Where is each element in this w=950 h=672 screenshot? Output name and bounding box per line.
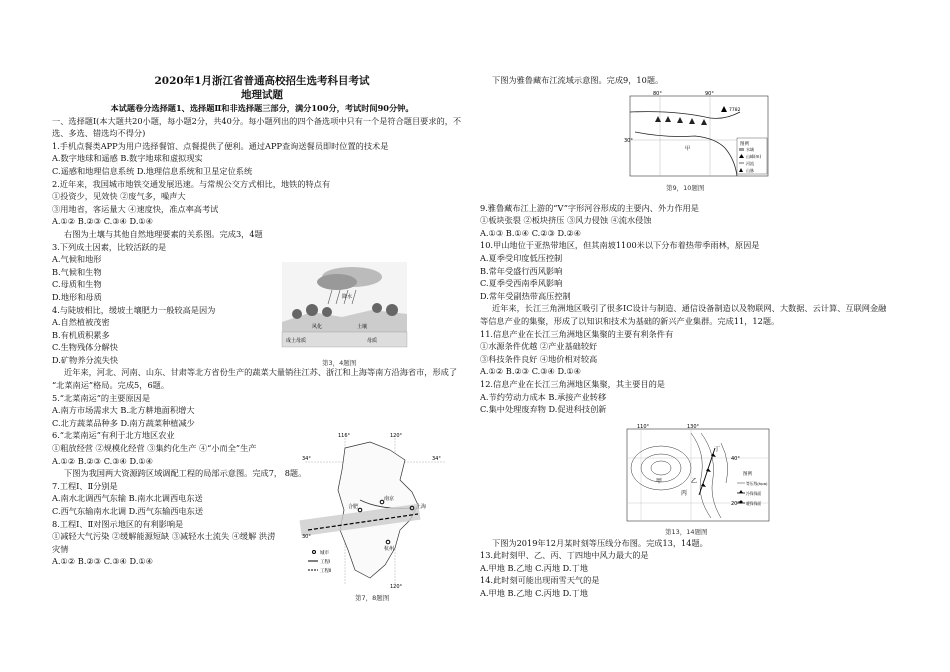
text-line: C.夏季受西南季风影响	[480, 278, 563, 289]
text-line: 3.下列成土因素，比较活跃的是	[52, 241, 167, 252]
soil-label-parent-material: 成土母质	[286, 338, 307, 344]
pressure-label-40: 40°	[731, 456, 740, 462]
text-line: ①水源条件优越 ②产业基础较好	[480, 341, 598, 352]
text-line: C.北方蔬菜品种多 D.南方蔬菜种植减少	[52, 417, 195, 428]
pressure-label-130: 130°	[687, 424, 700, 430]
china-label-30: 30°	[302, 534, 311, 540]
pressure-label-ding: 丁	[714, 446, 721, 453]
soil-label-soil: 土壤	[357, 324, 368, 330]
china-label-116: 116°	[338, 433, 351, 439]
pressure-legend-title: 图例	[743, 472, 752, 477]
text-line: A.①③ B.①④ C.②③ D.②④	[480, 227, 582, 238]
tibet-caption: 第9，10题图	[666, 184, 705, 192]
pressure-label-bing: 丙	[681, 490, 688, 497]
text-line: ①投资少，见效快 ②废气多，噪声大	[52, 191, 186, 202]
text-line: C.母质和生物	[52, 279, 102, 290]
text-line: A.南方市场需求大 B.北方耕地面积增大	[52, 405, 195, 416]
text-line: 10.甲山地位于亚热带地区，但其南坡1100米以下分布着热带季雨林，原因是	[480, 240, 760, 251]
china-legend-project1: 工程Ⅰ	[320, 560, 331, 565]
china-label-120: 120°	[390, 433, 403, 439]
soil-figure	[282, 262, 407, 357]
text-line: 8.工程Ⅰ、Ⅱ对图示地区的有利影响是	[52, 518, 184, 529]
text-line: A.气候和地形	[52, 254, 102, 265]
pressure-label-jia: 甲	[656, 478, 663, 485]
right-question-list-b	[480, 537, 900, 600]
china-legend	[308, 549, 331, 574]
text-line: 一、选择题Ⅰ(本大题共20小题，每小题2分，共40分。每小题列出的四个备选项中只有一个是符合题目要求的，不	[52, 115, 462, 126]
tibet-label-peak: 7782	[729, 108, 741, 113]
soil-label-weathering: 风化	[312, 324, 323, 330]
china-label-120b: 120°	[390, 584, 403, 590]
tibet-legend-river: 河流	[746, 161, 754, 166]
tibet-map-figure	[625, 90, 773, 182]
pressure-legend-cold: 冷锋锋面	[746, 491, 762, 496]
tibet-label-80: 80°	[653, 91, 662, 97]
text-line: ③科技条件良好 ④地价相对较高	[480, 353, 598, 364]
text-line: B.常年受盛行西风影响	[480, 265, 563, 276]
text-line: D.常年受副热带高压控制	[480, 290, 571, 301]
text-line: C.生物残体分解快	[52, 342, 118, 353]
soil-label-rain: 降水	[342, 294, 353, 300]
text-line: A.自然植被茂密	[52, 317, 110, 328]
china-caption: 第7，8题图	[355, 594, 390, 602]
tibet-label-30: 30°	[624, 138, 633, 144]
text-line: “北菜南运”格局。完成5，6题。	[52, 380, 170, 391]
pressure-label-110: 110°	[637, 424, 650, 430]
china-label-nanjing: 南京	[384, 496, 395, 502]
text-line: 近年来，长江三角洲地区吸引了很多IC设计与制造、通信设备制造以及物联网、大数据、云计算、互联网金融	[492, 303, 887, 314]
text-line: 等信息产业的集聚，形成了以知识和技术为基础的新兴产业集群。完成11，12题。	[480, 315, 780, 326]
text-line: 11.信息产业在长江三角洲地区集聚的主要有利条件有	[480, 328, 674, 339]
soil-caption: 第3，4题图	[322, 359, 357, 367]
text-line: 选、多选、错选均不得分)	[52, 128, 146, 139]
text-line: ①减轻大气污染 ②缓解能源短缺 ③减轻水土流失 ④缓解 洪涝	[52, 531, 276, 542]
text-line: 下图为我国两大资源跨区域调配工程的局部示意图。完成7， 8题。	[64, 468, 307, 479]
text-line: 1.手机点餐类APP为用户选择餐馆、点餐提供了便利。通过APP查询送餐员即时位置的技术是	[52, 140, 389, 151]
text-line: ①板块张裂 ②板块挤压 ③风力侵蚀 ④流水侵蚀	[480, 215, 652, 226]
text-line: 4.与陡坡相比，缓坡土壤肥力一般较高是因为	[52, 304, 216, 315]
pressure-legend-warm: 暖锋锋面	[746, 501, 762, 506]
tibet-legend	[737, 138, 767, 174]
text-line: C.遥感和地理信息系统 D.地理信息系统和卫星定位系统	[52, 165, 253, 176]
text-line: C.西气东输南水北调 D.西气东输西电东送	[52, 506, 204, 516]
text-line: A.①② B.②③ C.③④ D.①④	[480, 366, 582, 377]
china-label-hangzhou: 杭州	[384, 546, 395, 552]
text-line: A.夏季受印度低压控制	[480, 252, 563, 263]
pressure-label-20: 20°	[731, 501, 740, 507]
china-legend-project2: 工程Ⅱ	[320, 569, 332, 574]
tibet-legend-title: 图例	[740, 142, 749, 147]
tibet-legend-peak: 山峰(m)	[746, 154, 762, 159]
text-line: ③用地省，客运量大 ④速度快，准点率高考试	[52, 203, 219, 214]
text-line: 近年来，河北、河南、山东、甘肃等北方省份生产的蔬菜大量销往江苏、浙江和上海等南方沿海省市，形成了	[64, 367, 458, 378]
text-line: 9.雅鲁藏布江上游的“V”字形河谷形成的主要内、外力作用是	[480, 202, 699, 213]
text-line: A.南水北调西气东输 B.南水北调西电东送	[52, 493, 203, 504]
text-line: D.地形和母质	[52, 291, 102, 302]
text-line: 2.近年来，我国城市地铁交通发展迅速。与常规公交方式相比，地铁的特点有	[52, 178, 331, 189]
text-line: A.节约劳动力成本 B.承接产业转移	[480, 391, 607, 402]
text-line: 13.此时刻甲、乙、丙、丁四地中风力最大的是	[480, 550, 649, 561]
text-line: 12.信息产业在长江三角洲地区集聚，其主要目的是	[480, 378, 665, 389]
text-line: ①粗放经营 ②规模化经营 ③集约化生产 ④“小而全”生产	[52, 443, 257, 454]
text-line: D.矿物养分流失快	[52, 354, 119, 365]
exam-intro: 本试题卷分选择题1、选择题Ⅱ和非选择题三部分，满分100分，考试时间90分钟。	[110, 103, 414, 113]
right-question-list-a	[480, 202, 900, 416]
china-map-figure	[300, 430, 450, 590]
text-line: 下图为2019年12月某时刻等压线分布图。完成13，14题。	[492, 537, 708, 548]
china-label-shanghai: 上海	[416, 504, 427, 510]
exam-subtitle: 地理试题	[241, 89, 283, 101]
china-label-hefei: 合肥	[348, 504, 359, 510]
china-legend-city: 城市	[320, 551, 329, 556]
text-line: 右图为土壤与其他自然地理要素的关系图。完成3，4题	[64, 228, 263, 239]
text-line: 灾情	[52, 543, 69, 554]
china-label-34b: 34°	[432, 456, 441, 462]
tibet-label-90: 90°	[705, 91, 714, 97]
text-line: A.数字地球和遥感 B.数字地球和虚拟现实	[52, 153, 203, 164]
exam-title: 2020年1月浙江省普通高校招生选考科目考试	[154, 75, 370, 87]
text-line: C.集中处理废弃物 D.促进科技创新	[480, 404, 607, 415]
pressure-map-figure	[621, 423, 773, 525]
tibet-legend-range: 山脉	[746, 168, 754, 173]
text-line: A.①② B.②③ C.③④ D.①④	[52, 216, 154, 227]
pressure-label-yi: 乙	[691, 478, 698, 485]
text-line: 7.工程Ⅰ、Ⅱ分别是	[52, 480, 118, 491]
text-line: 6.“北菜南运”有利于北方地区农业	[52, 430, 175, 441]
text-line: B.有机质积累多	[52, 329, 110, 340]
text-line: A.甲地 B.乙地 C.丙地 D.丁地	[480, 562, 588, 573]
text-line: 14.此时刻可能出现雨雪天气的是	[480, 575, 600, 586]
text-line: 5.“北菜南运”的主要原因是	[52, 392, 151, 403]
soil-label-parent: 母质	[367, 338, 378, 344]
tibet-label-jia: 甲	[685, 146, 691, 152]
text-line: A.①② B.②③ C.③④ D.①④	[52, 556, 154, 567]
text-line: B.气候和生物	[52, 266, 102, 277]
text-line: A.①② B.②③ C.③④ D.①④	[52, 455, 154, 466]
text-line: A.甲地 B.乙地 C.丙地 D.丁地	[480, 588, 588, 599]
pressure-legend-isobar: 等压线(hpa)	[746, 481, 768, 486]
tibet-legend-water: 水域	[746, 147, 754, 152]
china-label-34a: 34°	[302, 456, 311, 462]
q9-intro: 下图为雅鲁藏布江流域示意图。完成9，10题。	[492, 75, 664, 85]
pressure-caption: 第13，14题图	[665, 528, 708, 536]
